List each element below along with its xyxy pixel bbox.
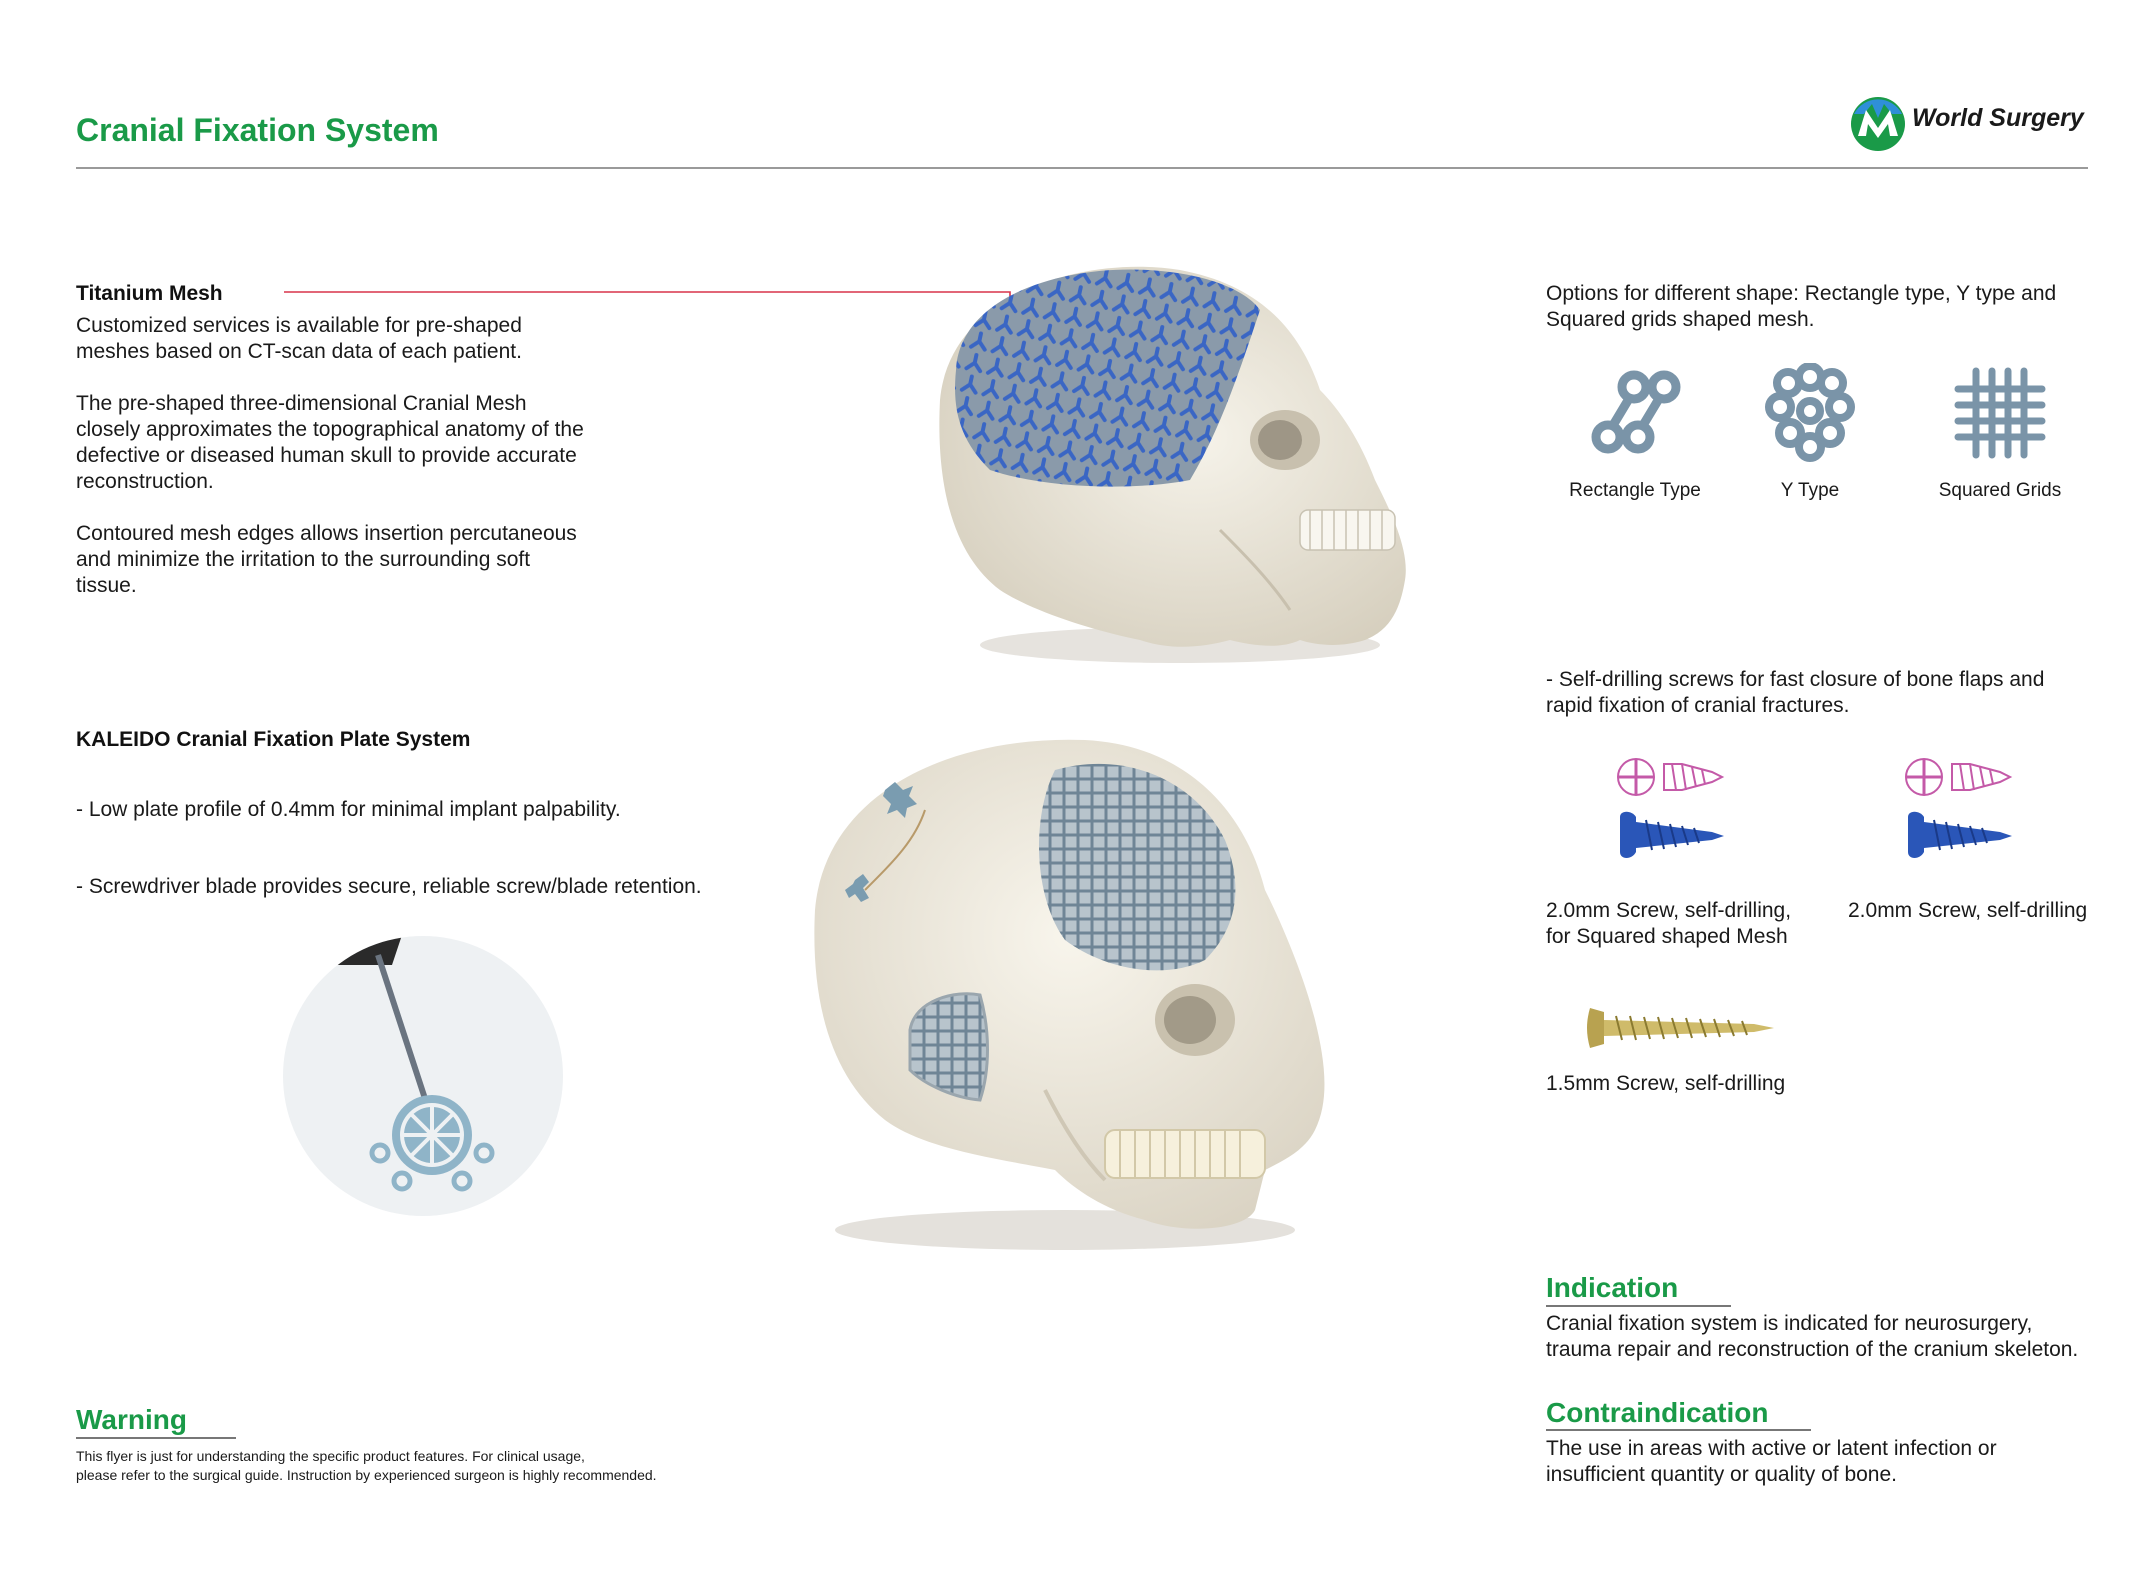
indication-underline (1546, 1305, 1731, 1307)
screw-2mm-mesh-caption (1546, 898, 1791, 950)
screws-intro: - Self-drilling screws for fast closure of bone flaps and rapid fixation of cranial fractures. (1546, 668, 2045, 717)
warning-line: This flyer is just for understanding the specific product features. For clinical usage, (76, 1448, 585, 1464)
warning-text (76, 1447, 657, 1485)
brand-logo (1848, 92, 2088, 156)
titanium-mesh-paragraph: Contoured mesh edges allows insertion percutaneous and minimize the irritation to the surrounding soft tissue. (76, 522, 577, 597)
y-mesh-icon (1760, 363, 1860, 463)
rectangle-mesh-icon (1582, 365, 1688, 461)
kaleido-bullet: - Low plate profile of 0.4mm for minimal implant palpability. (76, 798, 621, 821)
titanium-mesh-paragraph: Customized services is available for pre-shaped meshes based on CT-scan data of each patient. (76, 314, 522, 363)
mesh-option-label: Y Type (1780, 480, 1840, 501)
kaleido-heading: KALEIDO Cranial Fixation Plate System (76, 728, 471, 751)
skull-titanium-mesh-image (920, 250, 1420, 670)
titanium-mesh-paragraph: The pre-shaped three-dimensional Cranial Mesh closely approximates the topographical anatomy of the defective or diseased human skull to provide accurate reconstruction. (76, 392, 584, 493)
indication-text: Cranial fixation system is indicated for neurosurgery, trauma repair and reconstruction of the cranium skeleton. (1546, 1312, 2079, 1361)
page-title: Cranial Fixation System (76, 112, 439, 148)
brand-name: World Surgery (1912, 104, 2084, 132)
warning-underline (76, 1437, 236, 1439)
screw-caption-line: 2.0mm Screw, self-drilling (1848, 899, 2088, 922)
titanium-mesh-heading: Titanium Mesh (76, 282, 223, 305)
mesh-options-intro: Options for different shape: Rectangle type, Y type and Squared grids shaped mesh. (1546, 282, 2057, 331)
warning-line: please refer to the surgical guide. Instruction by experienced surgeon is highly recommended. (76, 1467, 657, 1483)
screwdriver-plate-image (282, 935, 564, 1217)
screw-1.5mm-image (1584, 998, 1780, 1058)
screw-caption-line: for Squared shaped Mesh (1546, 925, 1788, 948)
screw-2mm-mesh-image (1612, 752, 1732, 872)
squared-grid-mesh-icon (1952, 365, 2048, 461)
warning-heading: Warning (76, 1404, 187, 1435)
screw-caption-line: 1.5mm Screw, self-drilling (1546, 1072, 1786, 1095)
mesh-option-label: Squared Grids (1938, 480, 2062, 501)
contraindication-text: The use in areas with active or latent infection or insufficient quantity or quality of bone. (1546, 1437, 1997, 1486)
mesh-option-rectangle (1582, 365, 1688, 461)
header-divider (76, 167, 2088, 169)
world-surgery-logo-icon (1848, 92, 1908, 156)
mesh-option-squared (1952, 365, 2048, 461)
mesh-option-label: Rectangle Type (1569, 480, 1701, 501)
indication-heading: Indication (1546, 1272, 1679, 1303)
screw-1.5mm-caption (1546, 1071, 1785, 1097)
skull-fixation-plates-image (805, 730, 1365, 1260)
kaleido-bullet: - Screwdriver blade provides secure, reliable screw/blade retention. (76, 875, 702, 898)
screw-caption-line: 2.0mm Screw, self-drilling, (1546, 899, 1792, 922)
screw-2mm-image (1900, 752, 2020, 872)
screw-2mm-caption (1848, 898, 2087, 924)
mesh-option-y (1760, 363, 1860, 463)
contraindication-heading: Contraindication (1546, 1397, 1769, 1428)
contraindication-underline (1546, 1429, 1811, 1431)
